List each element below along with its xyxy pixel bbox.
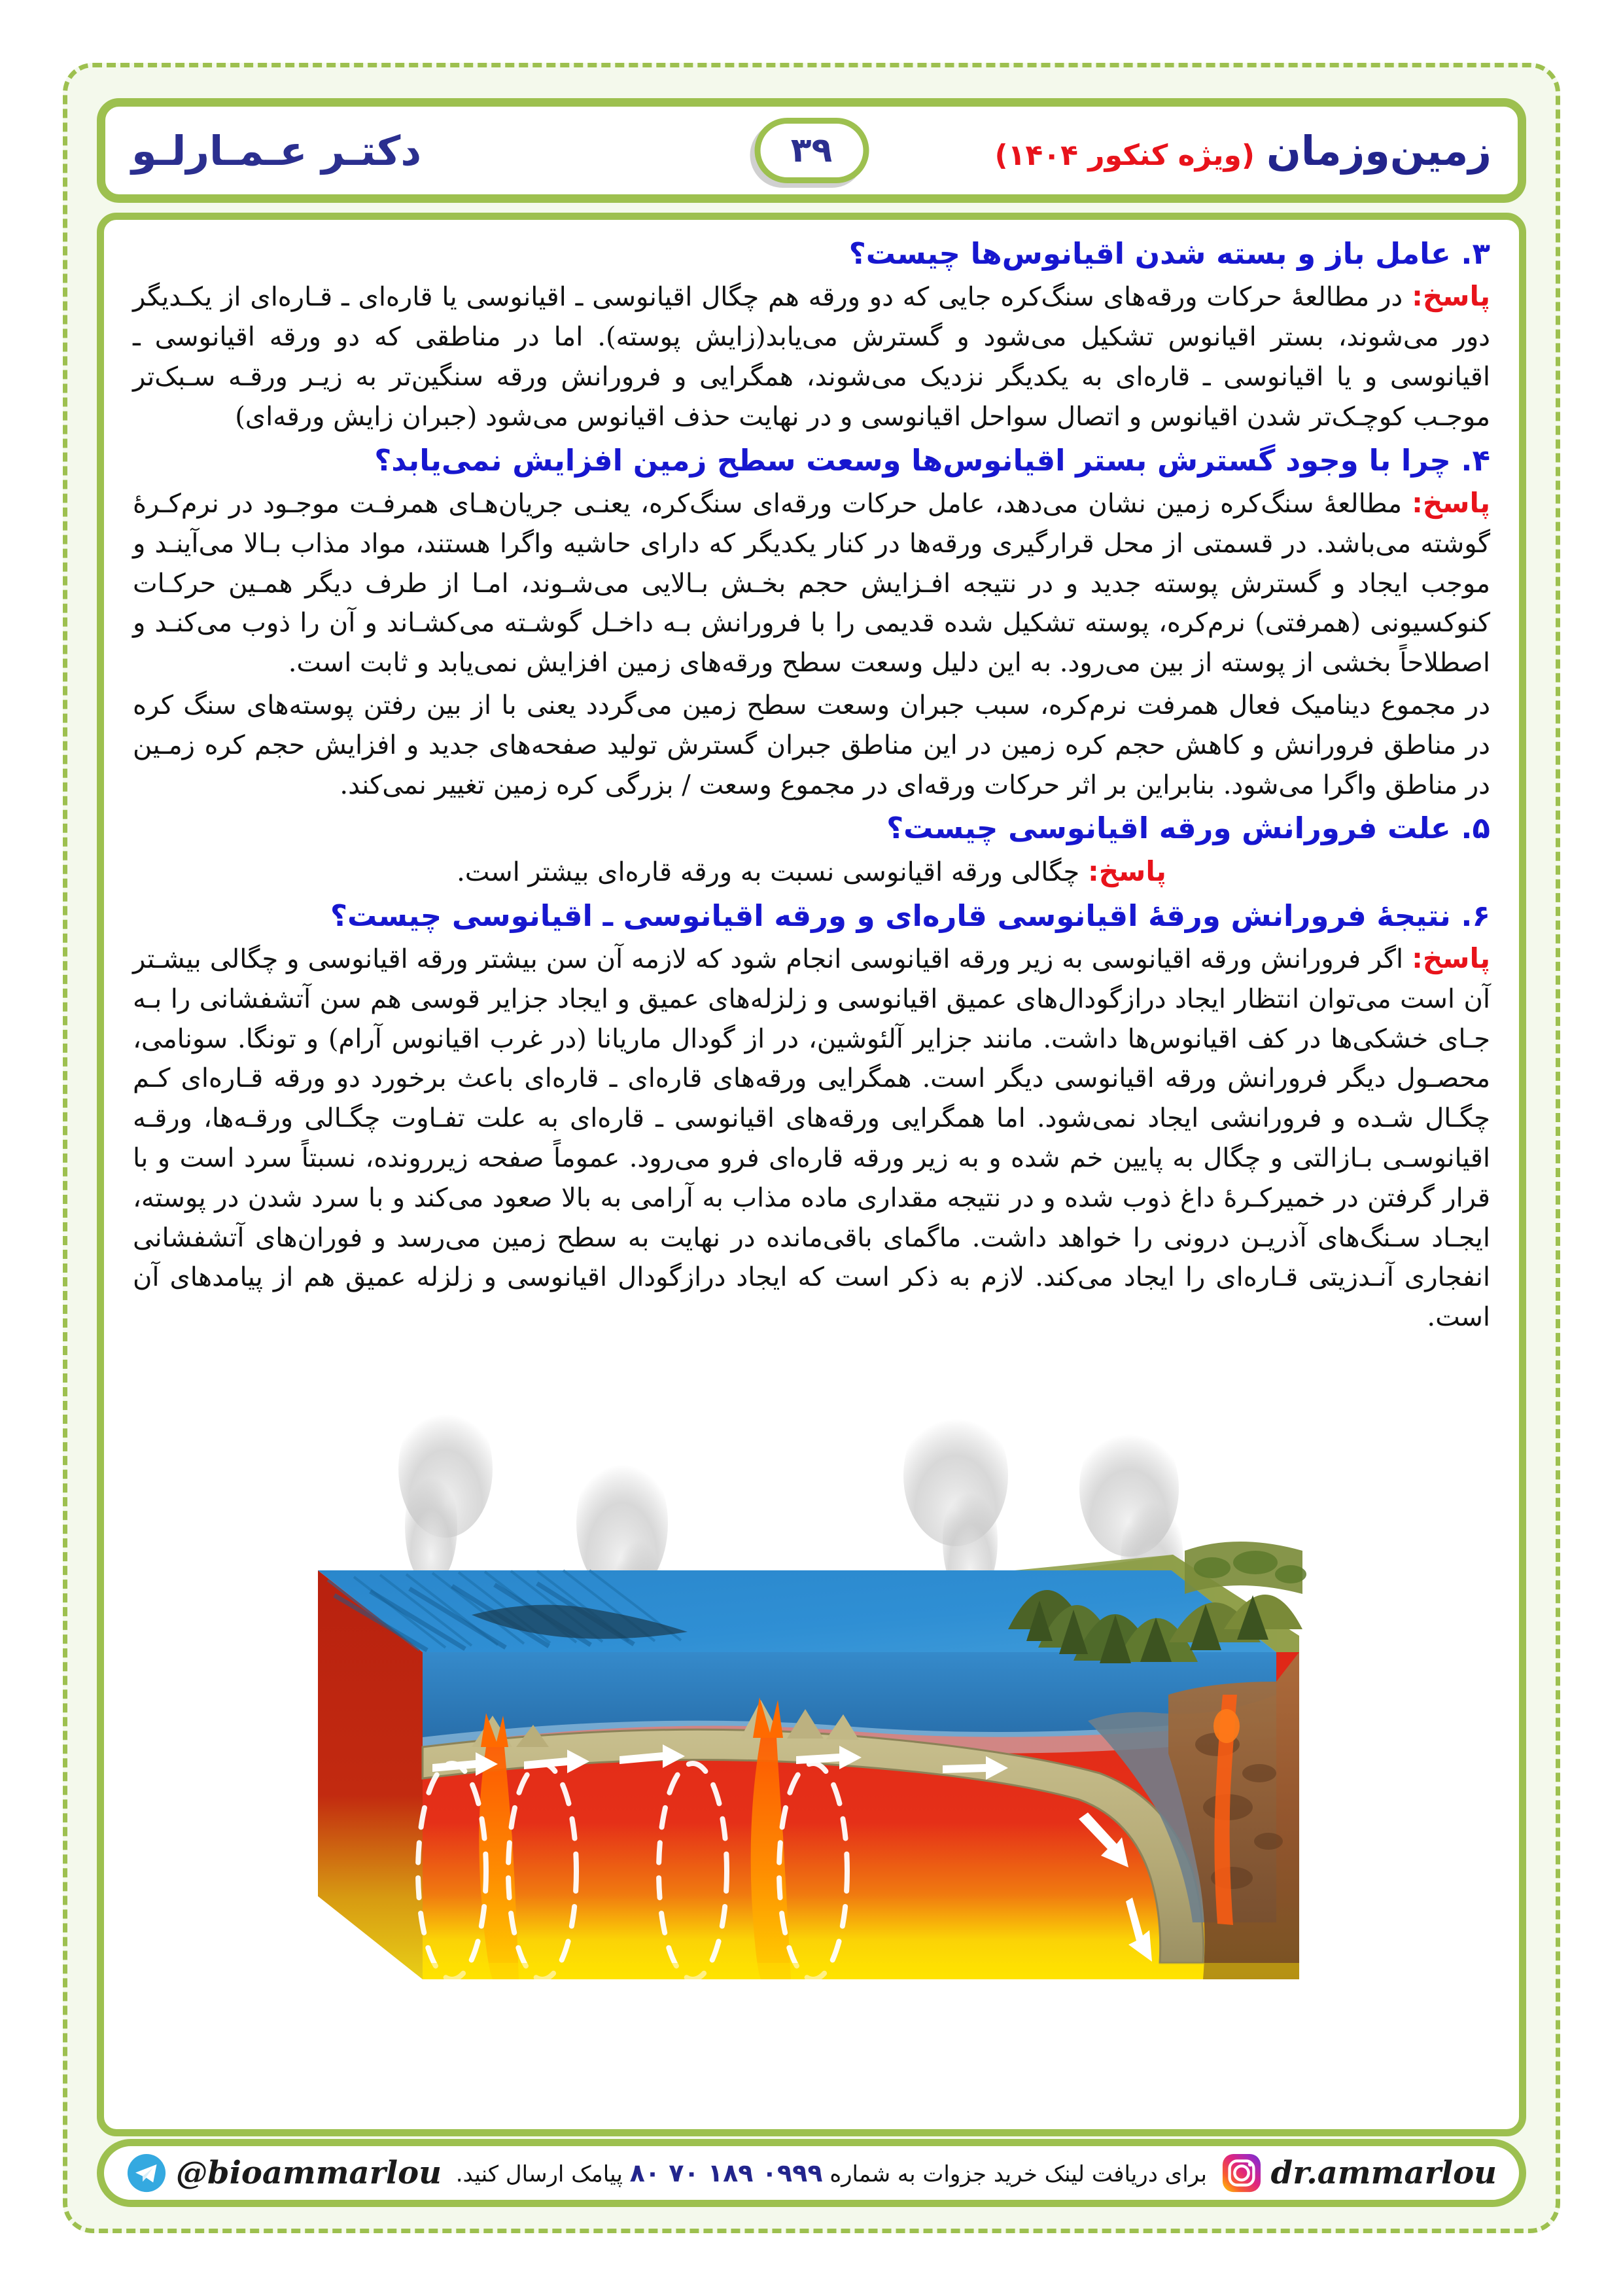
page-number: ۳۹	[790, 131, 833, 170]
answer-text: مطالعۀ سنگ‌کره زمین نشان می‌دهد، عامل حرکات ورقه‌ای سنگ‌کره، یعنـی جریان‌هـای همرفـت موجـود در نرم‌کـرۀ گوشته می‌باشد. در قسمتی از محل قرارگیری ورقه‌ها در کنار یکدیگر که دارای حاشیه واگرا هستند، مواد مذاب بـالا می‌آینـد و موجب ایجاد و گسترش پوسته جدید و در نتیجه افـزایش حجم بخـش بـالایی می‌شـوند، امـا از طرف دیگر همـین حرکـات کنوکسیونی (همرفتی) نرم‌کره، پوسته تشکیل شده قدیمی را با فرورانش بـه داخـل گوشـته می‌کشـاند و آن را ذوب می‌کنـد و اصطلاحاً بخشی از پوسته از بین می‌رود. به این دلیل وسعت سطح ورقه‌های زمین افزایش نمی‌یابد و ثابت است.	[133, 489, 1490, 679]
brand-title: زمین‌وزمان	[1266, 126, 1492, 175]
notice-phone: ۰۹۹۹ ۱۸۹ ۷۰ ۸۰	[629, 2159, 823, 2187]
answer-label: پاسخ:	[1412, 487, 1490, 519]
instagram-handle-block[interactable]	[1221, 2153, 1497, 2193]
question-4-answer-continued: در مجموع دینامیک فعال همرفت نرم‌کره، سبب جبران وسعت سطح زمین می‌گردد یعنی با از بین رفتن پوسته‌های سنگ‌ کره در مناطق فرورانش و کاهش حجم کره زمین در این مناطق جبران گسترش تولید صفحه‌های جدید و افزایش حجم کره زمـین در مناطق واگرا می‌شود. بنابراین بر اثر حرکات ورقه‌ای در مجموع وسعت / بزرگی کره زمین تغییر نمی‌کند.	[133, 690, 1490, 800]
plate-tectonics-diagram	[256, 1354, 1368, 2009]
question-6-answer	[133, 938, 1490, 1337]
question-4-answer	[133, 482, 1490, 683]
telegram-icon	[126, 2153, 167, 2193]
answer-label: پاسخ:	[1412, 942, 1491, 975]
page-footer	[97, 2139, 1526, 2207]
brand-subtitle: (ویژه کنکور ۱۴۰۴)	[994, 138, 1255, 172]
telegram-handle-block[interactable]	[126, 2153, 442, 2193]
question-3-heading: ۳. عامل باز و بسته شدن اقیانوس‌ها چیست؟	[848, 236, 1490, 271]
notice-suffix: پیامک ارسال کنید.	[455, 2161, 623, 2187]
content-body	[97, 213, 1526, 2136]
figure-container	[133, 1354, 1490, 2009]
instagram-handle-text: dr.ammarlou	[1270, 2155, 1497, 2191]
page-header	[97, 98, 1526, 203]
purchase-notice	[456, 2159, 1207, 2187]
question-5-heading: ۵. علت فرورانش ورقه اقیانوسی چیست؟	[886, 811, 1490, 846]
answer-label: پاسخ:	[1412, 280, 1491, 313]
author-name: دکتـر عـمـارلـو	[131, 126, 422, 175]
answer-text: در مطالعۀ حرکات ورقه‌های سنگ‌کره جایی که دو ورقه هم چگال اقیانوسی ـ اقیانوسی یا قاره‌ای ـ قـاره‌ای از یکـدیگر دور می‌شوند، بستر اقیانوس تشکیل می‌شود و گسترش می‌یابد(زایش پوسته). اما در مناطقی که دو ورقه اقیانوسی ـ اقیانوسی و یا اقیانوسی ـ قاره‌ای به یکدیگر نزدیک می‌شوند، همگرایی و فرورانش ورقه سنگین‌تر به زیـر ورقـه سـبک‌تر موجـب کوچـک‌تر شدن اقیانوس و اتصال سواحل اقیانوسی و در نهایت حذف اقیانوس می‌شود (جبران زایش ورقه‌ای)	[133, 282, 1490, 432]
answer-label: پاسخ:	[1087, 855, 1166, 887]
question-4-heading: ۴. چرا با وجود گسترش بستر اقیانوس‌ها وسعت سطح زمین افزایش نمی‌یابد؟	[374, 442, 1490, 478]
telegram-handle-text: @bioammarlou	[176, 2155, 442, 2191]
page-number-badge	[754, 118, 869, 183]
answer-text: اگر فرورانش ورقه اقیانوسی به زیر ورقه اقیانوسی انجام شود که لازمه آن سن بیشتر ورقه اقیانوسی و چگالی بیشـتر آن است می‌توان انتظار ایجاد درازگودال‌های عمیق اقیانوسی و زلزله‌های عمیق و ایجاد جزایر قوسی هم سن آتشفشانی را بـه جـای خشکی‌ها در کف اقیانوس‌ها داشت. مانند جزایر آلئوشین، در از گودال ماریانا (در غرب اقیانوس آرام) و تونگا. سونامی، محصـول دیگر فرورانش ورقه اقیانوسی دیگر است. همگرایی ورقه‌های قاره‌ای ـ قاره‌ای باعث برخورد دو ورقه قـاره‌ای کـم چگـال شـده و فرورانشی ایجاد نمی‌شود. اما همگرایی ورقه‌های اقیانوسی ـ قاره‌ای به علت تفـاوت چگـالی ورقـه‌ها، ورقـه اقیانوسـی بـازالتی و چگال به پایین خم شده و به زیر ورقه قاره‌ای فرو می‌رود. عموماً صفحه زیررونده، نسبتاً سرد است و با قرار گرفتن در خمیرکـرۀ داغ ذوب شده و در نتیجه مقداری ماده مذاب به آرامی به بالا صعود می‌کند و با سرد شدن در پوسته، ایجـاد سـنگ‌های آذریـن درونی را خواهد داشت. ماگمای باقی‌مانده در نهایت به سطح زمین می‌رسد و فوران‌های آتشفشانی انفجاری آنـدزیتی قـاره‌ای را ایجاد می‌کند. لازم به ذکر است که ایجاد درازگودال اقیانوسی و زلزله عمیق هم از پیامدهای آن است.	[133, 944, 1491, 1333]
brand-block	[994, 127, 1492, 175]
notice-prefix: برای دریافت لینک خرید جزوات به شماره	[829, 2161, 1207, 2187]
answer-text: چگالی ورقه اقیانوسی نسبت به ورقه قاره‌ای بیشتر است.	[457, 857, 1080, 887]
instagram-icon	[1221, 2153, 1262, 2193]
question-6-heading: ۶. نتیجۀ فرورانش ورقۀ اقیانوسی قاره‌ای و ورقه اقیانوسی ـ اقیانوسی چیست؟	[330, 898, 1490, 933]
question-3-answer	[133, 275, 1490, 436]
question-5-answer	[133, 851, 1490, 892]
